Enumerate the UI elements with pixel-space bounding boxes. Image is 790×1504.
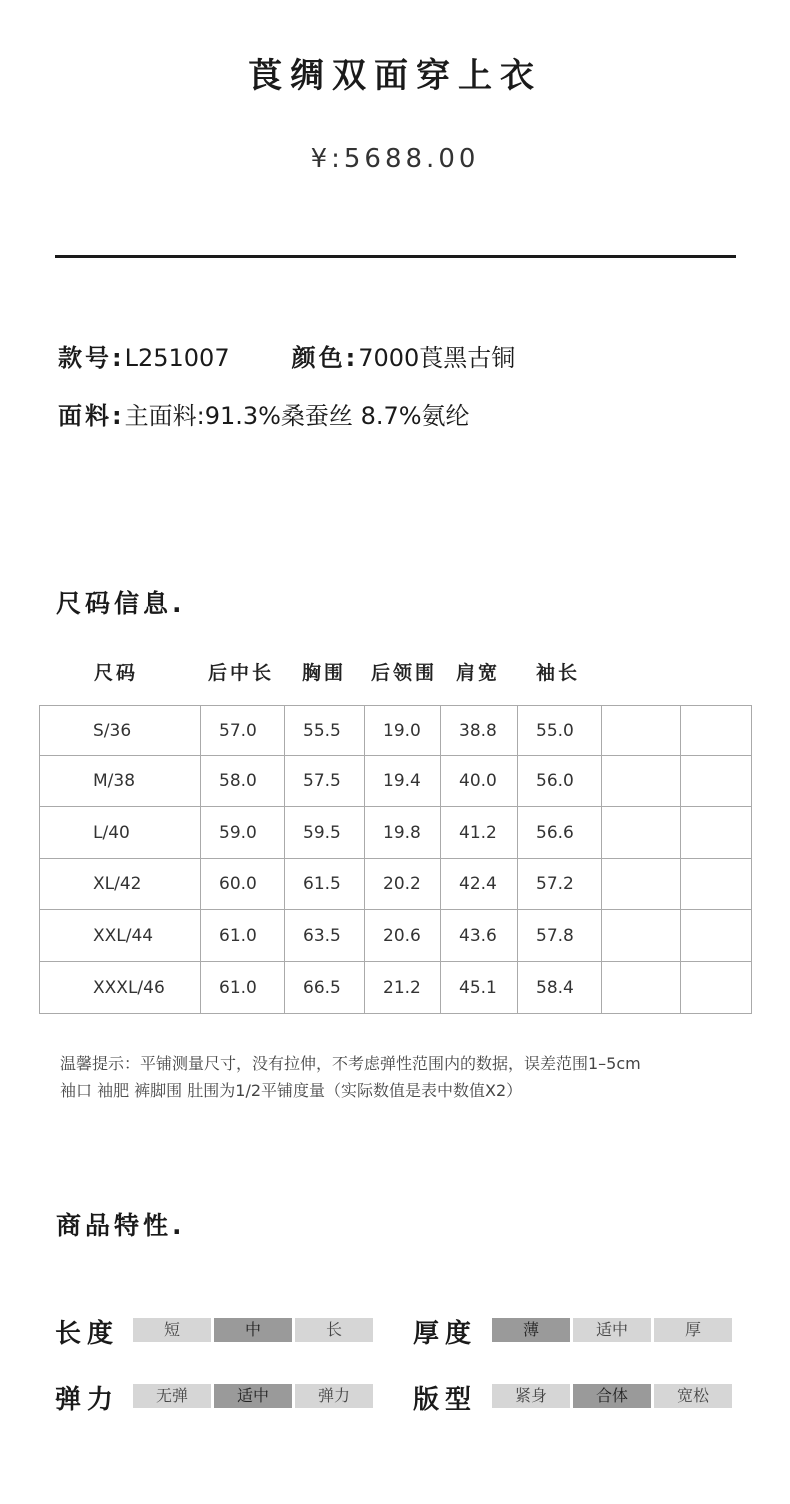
feature-option-fit: 宽松	[654, 1384, 732, 1408]
size-cell	[40, 807, 201, 859]
cell-value: XL/42	[93, 874, 142, 894]
size-cell	[40, 756, 201, 807]
measure-cell	[201, 910, 285, 962]
size-cell	[40, 706, 201, 756]
cell-value: 19.8	[383, 822, 421, 843]
cell-value: 58.0	[219, 771, 257, 791]
empty-cell	[681, 962, 752, 1014]
measure-cell	[518, 807, 602, 859]
size-note: 温馨提示：平铺测量尺寸，没有拉伸，不考虑弹性范围内的数据，误差范围1–5cm	[60, 1054, 641, 1073]
empty-cell	[602, 962, 681, 1014]
feature-option-length: 中	[214, 1318, 292, 1342]
measure-cell	[285, 807, 365, 859]
size-header-chest: 胸围	[302, 662, 347, 684]
measure-cell	[285, 859, 365, 910]
feature-option-elasticity: 弹力	[295, 1384, 373, 1408]
fabric-label: 面料:	[58, 402, 125, 430]
color-value: 7000莨黑古铜	[358, 344, 516, 372]
feature-option-thickness: 适中	[573, 1318, 651, 1342]
measure-cell	[365, 859, 441, 910]
feature-label-fit: 版型	[413, 1385, 478, 1415]
size-row	[40, 807, 752, 859]
size-cell	[40, 859, 201, 910]
cell-value: 56.0	[536, 771, 574, 791]
cell-value: 20.6	[383, 925, 421, 946]
product-price: ¥:5688.00	[310, 144, 480, 174]
feature-option-elasticity: 适中	[214, 1384, 292, 1408]
measure-cell	[518, 706, 602, 756]
empty-cell	[681, 756, 752, 807]
measure-note: 袖口 袖肥 裤脚围 肚围为1/2平铺度量（实际数值是表中数值X2）	[60, 1081, 523, 1100]
cell-value: 57.0	[219, 720, 257, 741]
color-label: 颜色:	[291, 344, 359, 372]
feature-label-length: 长度	[55, 1319, 120, 1349]
fabric-value: 主面料:91.3%桑蚕丝 8.7%氨纶	[124, 402, 470, 430]
feature-option-length: 长	[295, 1318, 373, 1342]
cell-value: 57.5	[303, 771, 341, 791]
empty-cell	[602, 859, 681, 910]
size-row	[40, 859, 752, 910]
measure-cell	[285, 962, 365, 1014]
measure-cell	[365, 910, 441, 962]
feature-option-length: 短	[133, 1318, 211, 1342]
size-cell	[40, 910, 201, 962]
measure-cell	[285, 756, 365, 807]
measure-cell	[441, 807, 518, 859]
size-row	[40, 756, 752, 807]
product-title: 莨绸双面穿上衣	[248, 56, 542, 96]
measure-cell	[441, 962, 518, 1014]
size-section-title: 尺码信息.	[56, 589, 186, 618]
size-header-neck: 后领围	[371, 662, 438, 684]
measure-cell	[518, 910, 602, 962]
cell-value: 43.6	[459, 925, 497, 946]
measure-cell	[518, 962, 602, 1014]
measure-cell	[518, 859, 602, 910]
measure-cell	[285, 706, 365, 756]
cell-value: L/40	[93, 822, 130, 843]
cell-value: 56.6	[536, 822, 574, 843]
size-header-length: 后中长	[208, 662, 275, 684]
cell-value: 41.2	[459, 822, 497, 843]
empty-cell	[681, 910, 752, 962]
feature-option-fit: 紧身	[492, 1384, 570, 1408]
size-header-size: 尺码	[94, 662, 139, 684]
measure-cell	[365, 706, 441, 756]
feature-section-title: 商品特性.	[56, 1211, 186, 1240]
size-row	[40, 962, 752, 1014]
measure-cell	[518, 756, 602, 807]
cell-value: 63.5	[303, 925, 341, 946]
feature-label-thickness: 厚度	[413, 1319, 478, 1349]
cell-value: 58.4	[536, 977, 574, 998]
cell-value: 66.5	[303, 977, 341, 998]
measure-cell	[441, 910, 518, 962]
empty-cell	[602, 756, 681, 807]
measure-cell	[285, 910, 365, 962]
measure-cell	[201, 859, 285, 910]
empty-cell	[681, 706, 752, 756]
cell-value: 45.1	[459, 977, 497, 998]
cell-value: 57.2	[536, 874, 574, 894]
cell-value: XXL/44	[93, 925, 154, 946]
feature-option-fit: 合体	[573, 1384, 651, 1408]
feature-option-thickness: 厚	[654, 1318, 732, 1342]
cell-value: S/36	[93, 720, 132, 741]
feature-label-elasticity: 弹力	[55, 1385, 120, 1415]
cell-value: 61.5	[303, 874, 341, 894]
cell-value: 61.0	[219, 977, 257, 998]
cell-value: 19.4	[383, 771, 421, 791]
cell-value: 55.0	[536, 720, 574, 741]
feature-option-thickness: 薄	[492, 1318, 570, 1342]
style-value: L251007	[124, 344, 230, 372]
cell-value: 42.4	[459, 874, 497, 894]
cell-value: 59.5	[303, 822, 341, 843]
cell-value: 61.0	[219, 925, 257, 946]
cell-value: XXXL/46	[93, 977, 165, 998]
cell-value: M/38	[93, 771, 136, 791]
cell-value: 57.8	[536, 925, 574, 946]
empty-cell	[602, 910, 681, 962]
style-color-row	[58, 338, 515, 373]
empty-cell	[602, 706, 681, 756]
measure-cell	[365, 962, 441, 1014]
cell-value: 60.0	[219, 874, 257, 894]
measure-cell	[201, 706, 285, 756]
cell-value: 55.5	[303, 720, 341, 741]
cell-value: 38.8	[459, 720, 497, 741]
empty-cell	[681, 807, 752, 859]
cell-value: 40.0	[459, 771, 497, 791]
cell-value: 19.0	[383, 720, 421, 741]
measure-cell	[201, 962, 285, 1014]
size-row	[40, 910, 752, 962]
measure-cell	[441, 706, 518, 756]
measure-cell	[365, 756, 441, 807]
size-table	[39, 705, 752, 1014]
measure-cell	[201, 807, 285, 859]
divider	[55, 255, 736, 258]
cell-value: 20.2	[383, 874, 421, 894]
feature-option-elasticity: 无弹	[133, 1384, 211, 1408]
empty-cell	[681, 859, 752, 910]
size-header-shoulder: 肩宽	[456, 662, 501, 684]
measure-cell	[201, 756, 285, 807]
size-row	[40, 706, 752, 756]
cell-value: 21.2	[383, 977, 421, 998]
measure-cell	[365, 807, 441, 859]
style-label: 款号:	[58, 344, 125, 372]
cell-value: 59.0	[219, 822, 257, 843]
empty-cell	[602, 807, 681, 859]
size-header-sleeve: 袖长	[536, 662, 581, 684]
measure-cell	[441, 859, 518, 910]
measure-cell	[441, 756, 518, 807]
fabric-row	[58, 396, 470, 431]
size-cell	[40, 962, 201, 1014]
